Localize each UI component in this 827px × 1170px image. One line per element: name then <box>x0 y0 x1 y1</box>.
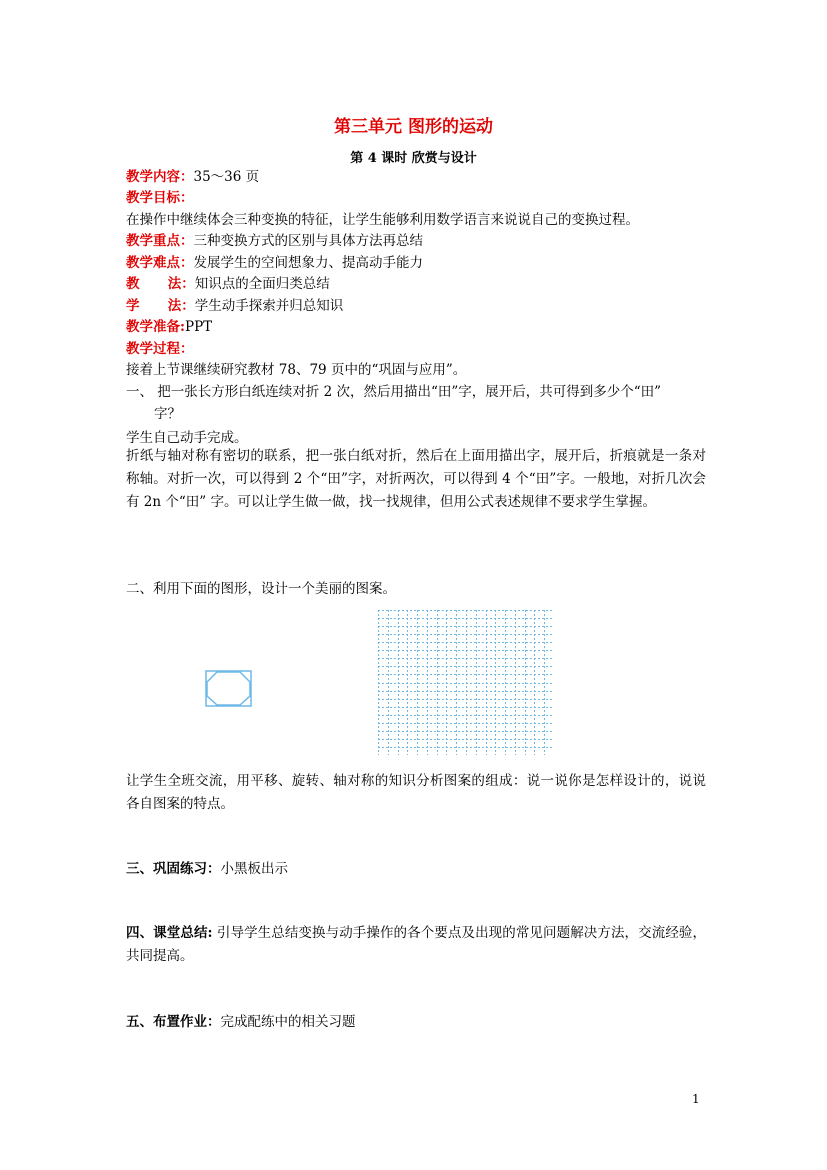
summary-section <box>126 922 706 968</box>
question-one-explanation: 折纸与轴对称有密切的联系，把一张白纸对折，然后在上面用描出字，展开后，折痕就是一条对称轴。对折一次，可以得到 2 个“田”字，对折两次，可以得到 4 个“田”字。一般地，对折几次会有 2n 个“田” 字。可以让学生做一做，找一找规律，但用公式表述规律不要求学生掌握。 <box>126 448 706 510</box>
summary-label: 四、课堂总结: <box>126 925 213 941</box>
teaching-prep-label: 教学准备: <box>126 319 185 335</box>
base-shape-figure <box>205 670 253 708</box>
teaching-prep <box>126 317 212 338</box>
key-point-label: 教学重点： <box>126 233 194 249</box>
summary-value: 引导学生总结变换与动手操作的各个要点及出现的常见问题解决方法，交流经验，共同提高。 <box>126 925 706 964</box>
teaching-goal-label: 教学目标： <box>126 190 194 206</box>
lesson-subtitle: 第 4 课时 欣赏与设计 <box>350 151 477 166</box>
question-one-student: 学生自己动手完成。 <box>126 430 248 446</box>
difficulty-value: 发展学生的空间想象力、提高动手能力 <box>193 255 423 271</box>
process-intro: 接着上节课继续研究教材 78、79 页中的“巩固与应用”。 <box>126 362 467 378</box>
question-one-line2: 字？ <box>154 406 181 422</box>
teaching-key-point <box>126 231 423 252</box>
teaching-process-label: 教学过程： <box>126 341 194 357</box>
practice-label: 三、巩固练习： <box>126 861 221 877</box>
practice-section <box>126 859 288 880</box>
homework-section <box>126 1012 356 1033</box>
key-point-value: 三种变换方式的区别与具体方法再总结 <box>193 233 423 249</box>
question-two-explanation: 让学生全班交流，用平移、旋转、轴对称的知识分析图案的组成：说一说你是怎样设计的，说说各自图案的特点。 <box>126 773 706 812</box>
teaching-difficulty <box>126 253 423 274</box>
learning-method-label: 学 法： <box>126 298 195 314</box>
teaching-content-label: 教学内容： <box>126 169 194 185</box>
difficulty-label: 教学难点： <box>126 255 194 271</box>
practice-value: 小黑板出示 <box>220 861 288 877</box>
question-one-line1: 一、 把一张长方形白纸连续对折 2 次，然后用描出“田”字，展开后，共可得到多少个“田” <box>126 384 662 400</box>
question-two: 二、利用下面的图形，设计一个美丽的图案。 <box>126 581 396 597</box>
teaching-content <box>126 167 259 188</box>
design-grid[interactable] <box>378 610 554 755</box>
learning-method <box>126 296 343 317</box>
teaching-goal-text: 在操作中继续体会三种变换的特征，让学生能够利用数学语言来说说自己的变换过程。 <box>126 212 639 228</box>
homework-label: 五、布置作业： <box>126 1014 221 1030</box>
teaching-method <box>126 274 330 295</box>
teaching-method-label: 教 法： <box>126 276 195 292</box>
homework-value: 完成配练中的相关习题 <box>220 1014 356 1030</box>
lesson-title: 第三单元 图形的运动 <box>334 117 493 137</box>
teaching-prep-value: PPT <box>184 319 213 335</box>
teaching-method-value: 知识点的全面归类总结 <box>194 276 330 292</box>
learning-method-value: 学生动手探索并归总知识 <box>194 298 344 314</box>
teaching-content-value: 35～36 页 <box>193 169 260 185</box>
page-number: 1 <box>692 1092 700 1106</box>
